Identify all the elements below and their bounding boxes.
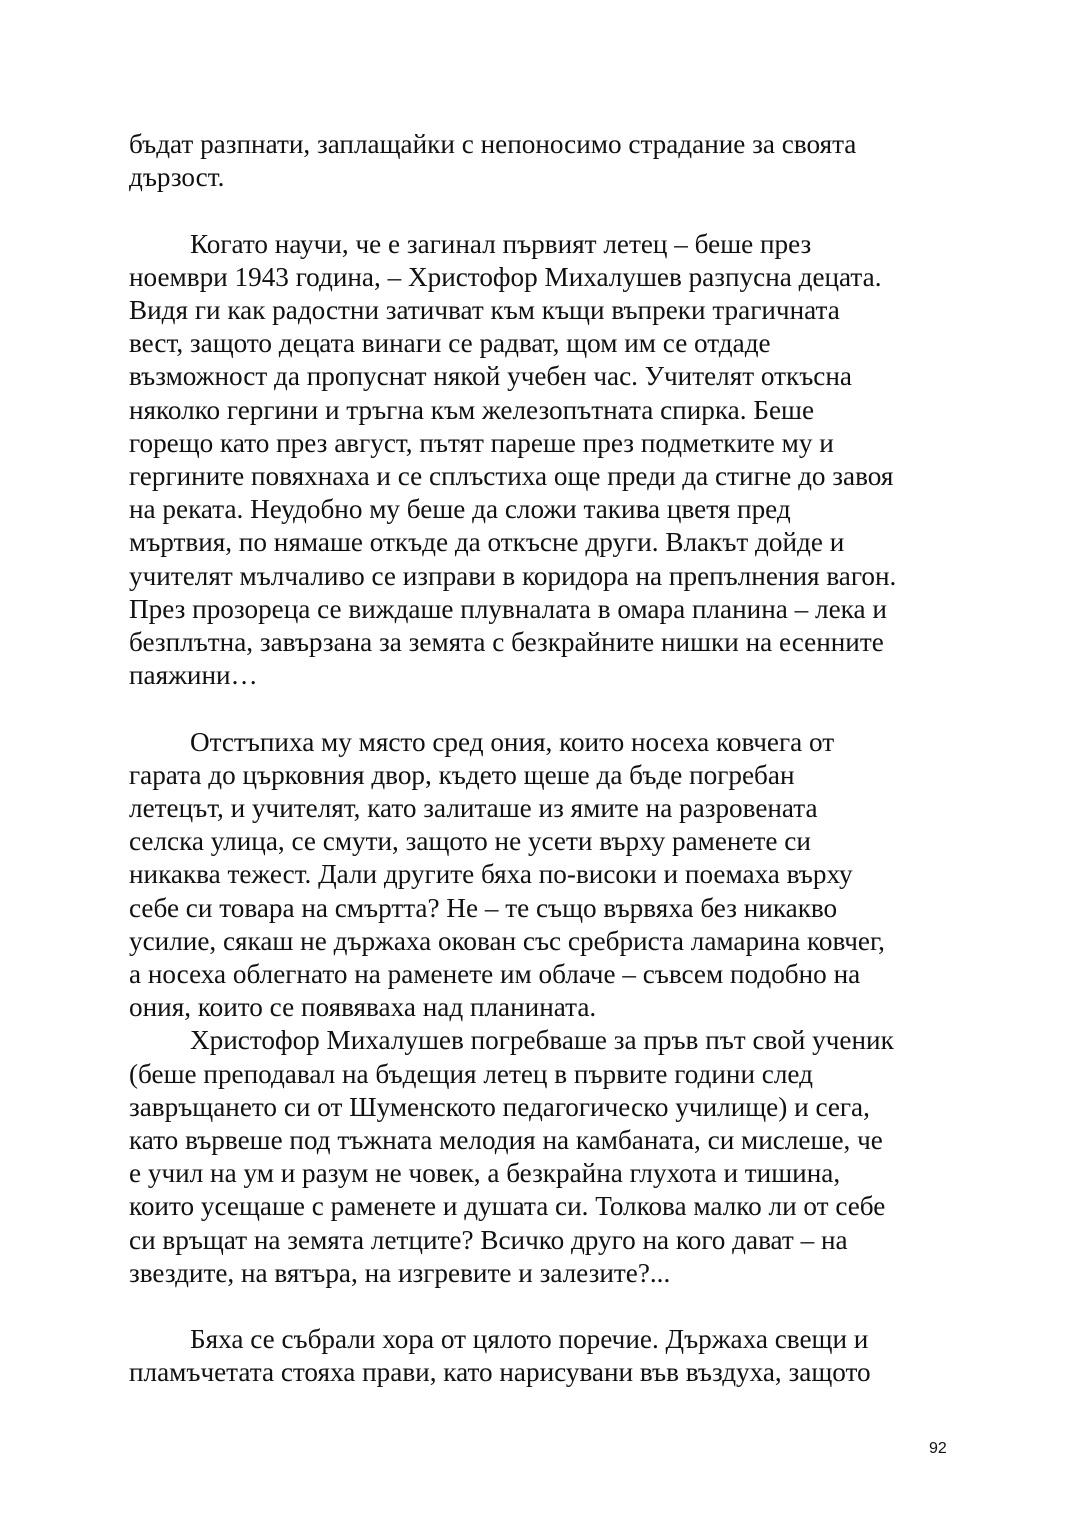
text-line: които усещаше с раменете и душата си. Толкова малко ли от себе — [129, 1191, 886, 1222]
text-line: вест, защото децата винаги се радват, щом им се отдаде — [129, 328, 771, 359]
paragraph-gap — [129, 1290, 959, 1323]
text-line: (беше преподавал на бъдещия летец в първите години след — [129, 1058, 813, 1089]
text-line: паяжини… — [129, 660, 258, 691]
text-line: През прозореца се виждаше плувналата в омара планина – лека и — [129, 593, 887, 624]
text-line: гарата до църковния двор, където щеше да бъде погребан — [129, 759, 795, 790]
paragraph-gap — [129, 692, 959, 725]
text-line: Христофор Михалушев погребваше за пръв път свой ученик — [190, 1025, 894, 1056]
text-line: Отстъпиха му място сред ония, които носеха ковчега от — [190, 726, 835, 757]
text-line: Бяха се събрали хора от цялото поречие. Държаха свещи и — [190, 1324, 869, 1355]
paragraph-2 — [129, 228, 959, 693]
text-line: усилие, сякаш не държаха окован със сребриста ламарина ковчег, — [129, 925, 885, 956]
text-line: като вървеше под тъжната мелодия на камбаната, си мислеше, че — [129, 1125, 883, 1156]
text-line: никаква тежест. Дали другите бяха по-високи и поемаха върху — [129, 859, 853, 890]
body-text — [129, 128, 959, 1390]
paragraph-gap — [129, 194, 959, 227]
paragraph-3 — [129, 726, 959, 1025]
text-line: себе си товара на смъртта? Не – те също вървяха без никакво — [129, 892, 838, 923]
paragraph-5 — [129, 1323, 959, 1389]
text-line: селска улица, се смути, защото не усети върху раменете си — [129, 826, 811, 857]
text-line: бъдат разпнати, заплащайки с непоносимо страдание за своята — [129, 129, 857, 159]
text-line: на реката. Неудобно му беше да сложи такива цветя пред — [129, 494, 791, 525]
text-line: завръщането си от Шуменското педагогическо училище) и сега, — [129, 1091, 870, 1122]
text-line: Когато научи, че е загинал първият летец – беше през — [190, 228, 812, 259]
text-line: ония, които се появяваха над планината. — [129, 992, 597, 1023]
text-line: безплътна, завързана за земята с безкрайните нишки на есенните — [129, 627, 884, 658]
text-line: гергините повяхнаха и се сплъстиха още преди да стигне до завоя — [129, 461, 894, 492]
paragraph-1 — [129, 128, 959, 194]
text-line: си връщат на земята летците? Всичко друго на кого дават – на — [129, 1224, 848, 1255]
paragraph-4 — [129, 1024, 959, 1290]
text-line: няколко гергини и тръгна към железопътната спирка. Беше — [129, 394, 815, 425]
text-line: мъртвия, по нямаше откъде да откъсне други. Влакът дойде и — [129, 527, 845, 558]
page-number: 92 — [929, 1440, 947, 1457]
text-line: е учил на ум и разум не човек, а безкрайна глухота и тишина, — [129, 1158, 841, 1189]
text-line: звездите, на вятъра, на изгревите и залезите?... — [129, 1257, 671, 1288]
text-line: Видя ги как радостни затичват към къщи въпреки трагичната — [129, 295, 840, 325]
text-line: дързост. — [129, 162, 225, 193]
text-line: възможност да пропуснат някой учебен час. Учителят откъсна — [129, 361, 852, 392]
text-line: ноември 1943 година, – Христофор Михалушев разпусна децата. — [129, 261, 882, 292]
text-line: а носеха облегнато на раменете им облаче – съвсем подобно на — [129, 959, 861, 990]
text-line: пламъчетата стояха прави, като нарисувани във въздуха, защото — [129, 1357, 871, 1388]
text-line: горещо като през август, пътят пареше през подметките му и — [129, 427, 834, 458]
text-line: летецът, и учителят, като залиташе из ямите на разровената — [129, 793, 818, 824]
text-line: учителят мълчаливо се изправи в коридора на препълнения вагон. — [129, 560, 897, 591]
